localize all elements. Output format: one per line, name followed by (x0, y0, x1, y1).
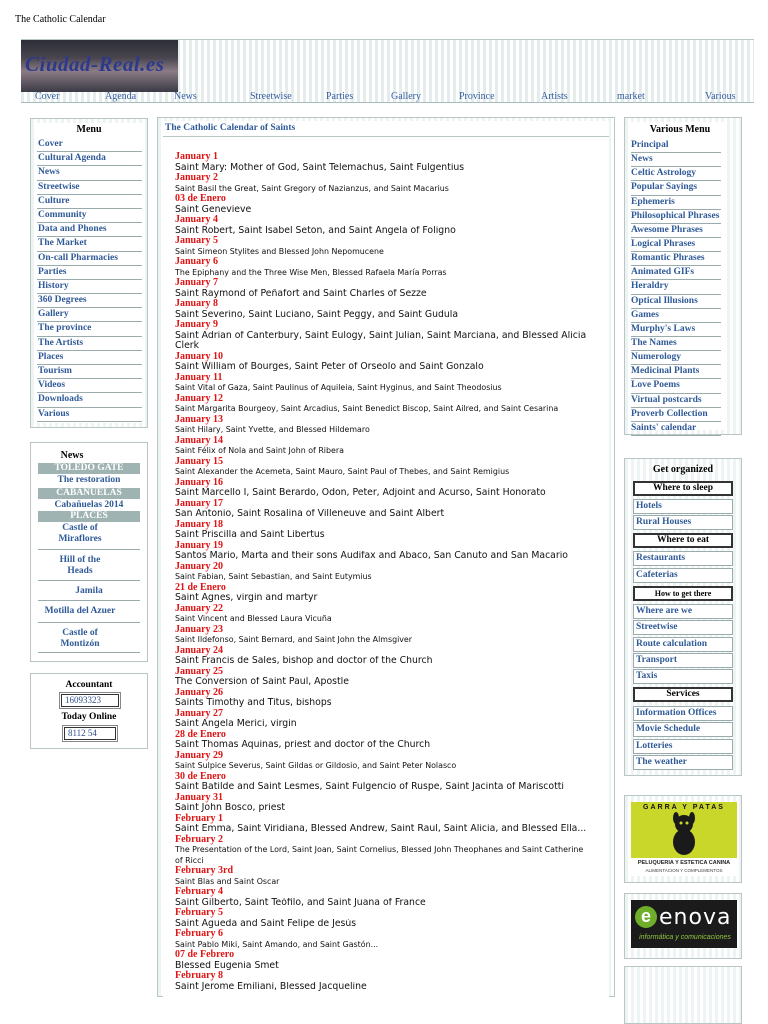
entry-date: February 4 (175, 886, 224, 897)
calendar-entry (175, 415, 605, 436)
lotteries-link[interactable]: Lotteries (633, 739, 733, 754)
entry-date: January 26 (175, 686, 224, 698)
news-divider (38, 600, 140, 601)
entry-saints: Saint Hilary, Saint Yvette, and Blessed Hildemaro (175, 425, 370, 434)
entry-saints: Saint Adrian of Canterbury, Saint Eulogy, Saint Julian, Saint Marciana, and Blessed Alicia Clerk (175, 330, 587, 351)
right-menu-item-games[interactable]: Games (631, 309, 721, 323)
entry-date: 28 de Enero (175, 728, 226, 740)
entry-date: January 20 (175, 560, 224, 572)
calendar-entry (175, 604, 605, 625)
entry-saints: Saint Emma, Saint Viridiana, Blessed Andrew, Saint Raul, Saint Alicia, and Blessed Ella... (175, 824, 587, 834)
menu-item-history[interactable]: History (37, 280, 142, 294)
entry-date: 03 de Enero (175, 193, 226, 204)
entry-saints: Saint Vincent and Blessed Laura Vicuña (175, 614, 332, 623)
entry-date: January 10 (175, 350, 224, 362)
news-title: News (60, 450, 84, 461)
entry-date: January 16 (175, 476, 224, 488)
ad-garra-patas-banner[interactable] (631, 802, 737, 876)
entry-saints: Saint Simeon Stylites and Blessed John Nepomucene (175, 246, 384, 256)
news-place-castle-montizon[interactable]: Castle of Montizón (60, 628, 100, 649)
right-menu-title: Various Menu (649, 124, 711, 135)
calendar-entry (175, 394, 605, 415)
calendar-entry (175, 772, 605, 793)
entry-date: January 11 (175, 371, 223, 383)
news-divider (38, 549, 140, 550)
entry-saints: Saint Marcello I, Saint Berardo, Odon, Peter, Adjoint and Acurso, Saint Honorato (175, 488, 546, 498)
entry-date: 21 de Enero (175, 581, 226, 593)
right-menu-item-philosophical-phrases[interactable]: Philosophical Phrases (631, 210, 721, 224)
menu-item-various[interactable]: Various (37, 408, 142, 422)
calendar-entry (175, 194, 605, 215)
calendar-entry (175, 971, 605, 992)
entry-saints: Saint Batilde and Saint Lesmes, Saint Fulgencio of Ruspe, Saint Jacinta of Mariscotti (175, 782, 564, 792)
dog-icon (669, 812, 699, 856)
calendar-entry (175, 173, 605, 194)
entry-date: January 23 (175, 623, 224, 635)
left-menu-title: Menu (76, 124, 102, 135)
entry-date: February 5 (175, 907, 224, 918)
right-menu-item-principal[interactable]: Principal (631, 139, 721, 153)
entry-saints: Saint Vital of Gaza, Saint Paulinus of Aquileia, Saint Hyginus, and Saint Theodosius (175, 383, 502, 392)
ad-garra-tagline: PELUQUERIA Y ESTETICA CANINA (637, 860, 731, 866)
menu-item-cover[interactable]: Cover (37, 138, 142, 152)
menu-item-province[interactable]: The province (37, 322, 142, 336)
title-divider (163, 136, 609, 137)
right-menu-item-virtual-postcards[interactable]: Virtual postcards (631, 394, 721, 408)
entry-saints: Saint Francis de Sales, bishop and doctor of the Church (175, 656, 433, 666)
calendar-entry (175, 436, 605, 457)
entry-saints: Saint William of Bourges, Saint Peter of Orseolo and Saint Gonzalo (175, 362, 484, 372)
entry-saints: Saint Robert, Saint Isabel Seton, and Saint Angela of Foligno (175, 225, 456, 236)
news-section-cabanuelas: CABAÑUELAS (38, 488, 140, 499)
entry-saints: Saint Basil the Great, Saint Gregory of Nazianzus, and Saint Macarius (175, 183, 449, 193)
calendar-entry (175, 457, 605, 478)
entry-date: 30 de Enero (175, 770, 226, 782)
right-menu-item-murphys-laws[interactable]: Murphy's Laws (631, 323, 721, 337)
right-menu-item-saints-calendar[interactable]: Saints' calendar (631, 422, 721, 436)
menu-item-data-phones[interactable]: Data and Phones (37, 223, 142, 237)
how-to-get-there-button[interactable]: How to get there (633, 586, 733, 601)
entry-saints: Saint Severino, Saint Luciano, Saint Peggy, and Saint Gudula (175, 309, 459, 320)
entry-saints: Saint Sulpice Severus, Saint Gildas or Gildosio, and Saint Peter Nolasco (175, 761, 457, 770)
right-menu-item-romantic-phrases[interactable]: Romantic Phrases (631, 252, 721, 266)
calendar-entry (175, 835, 605, 867)
right-menu-item-celtic-astrology[interactable]: Celtic Astrology (631, 167, 721, 181)
right-menu-item-awesome-phrases[interactable]: Awesome Phrases (631, 224, 721, 238)
transport-link[interactable]: Transport (633, 653, 733, 668)
ad-enova-tagline: informática y comunicaciones (639, 934, 731, 941)
get-organized-title: Get organized (652, 464, 714, 475)
entry-saints: Saint Ildefonso, Saint Bernard, and Saint John the Almsgiver (175, 635, 413, 644)
weather-link[interactable]: The weather (633, 755, 733, 770)
entry-date: January 25 (175, 665, 224, 677)
document-title: The Catholic Calendar (15, 14, 106, 25)
news-place-motilla[interactable]: Motilla del Azuer (44, 606, 116, 616)
calendar-entry (175, 320, 605, 352)
page-title: The Catholic Calendar of Saints (165, 123, 296, 133)
today-online-label: Today Online (61, 712, 117, 722)
menu-item-news[interactable]: News (37, 166, 142, 180)
entry-date: January 17 (175, 497, 224, 509)
calendar-entry (175, 278, 605, 299)
entry-saints: Saint Jerome Emiliani, Blessed Jacqueline (175, 981, 367, 992)
ad-enova-banner[interactable] (631, 900, 737, 948)
entry-saints: Saint Félix of Nola and Saint John of Ribera (175, 446, 344, 455)
left-menu-list (37, 138, 142, 422)
calendar-entry (175, 751, 605, 772)
calendar-entry (175, 152, 605, 173)
entry-saints: Saint Agnes, virgin and martyr (175, 593, 318, 603)
route-calculation-link[interactable]: Route calculation (633, 637, 733, 652)
entry-saints: Saint Alexander the Acemeta, Saint Mauro, Saint Paul of Thebes, and Saint Remigius (175, 467, 510, 476)
right-menu-item-medicinal-plants[interactable]: Medicinal Plants (631, 365, 721, 379)
calendar-entry (175, 541, 605, 562)
entry-saints: Saint Margarita Bourgeoy, Saint Arcadius, Saint Benedict Biscop, Saint Ailred, and Saint Cesarina (175, 404, 559, 413)
calendar-entry (175, 688, 605, 709)
right-menu-item-optical-illusions[interactable]: Optical Illusions (631, 295, 721, 309)
entry-date: January 9 (175, 319, 219, 330)
news-section-toledo-gate: TOLEDO GATE (38, 463, 140, 474)
entry-date: January 2 (175, 172, 219, 183)
calendar-entry (175, 929, 605, 950)
calendar-entry (175, 583, 605, 604)
right-menu-item-names[interactable]: The Names (631, 337, 721, 351)
calendar-entry (175, 814, 605, 835)
calendar-entry (175, 625, 605, 646)
nav-cover[interactable]: Cover (35, 91, 60, 102)
nav-artists[interactable]: Artists (541, 91, 568, 102)
calendar-entry (175, 646, 605, 667)
streetwise-link[interactable]: Streetwise (633, 620, 733, 635)
entry-date: January 6 (175, 256, 219, 267)
nav-news[interactable]: News (174, 91, 197, 102)
entry-saints: Saint Thomas Aquinas, priest and doctor of the Church (175, 740, 431, 750)
menu-item-places[interactable]: Places (37, 351, 142, 365)
menu-item-artists[interactable]: The Artists (37, 337, 142, 351)
entry-date: January 12 (175, 392, 224, 404)
news-divider (38, 652, 140, 653)
entry-saints: The Presentation of the Lord, Saint Joan, Saint Cornelius, Blessed John Theophanes and Saint Catherine of Ricci (175, 845, 584, 865)
ad-garra-sub: ALIMENTACION Y COMPLEMENTOS (645, 868, 723, 873)
entry-saints: Saint Agueda and Saint Felipe de Jesús (175, 918, 357, 929)
menu-item-pharmacies[interactable]: On-call Pharmacies (37, 252, 142, 266)
ad-enova-name: enova (659, 905, 732, 930)
calendar-entry (175, 950, 605, 971)
news-section-places: PLACES (38, 511, 140, 522)
accountant-label: Accountant (65, 680, 113, 690)
entry-date: February 8 (175, 970, 224, 981)
entry-date: January 4 (175, 214, 219, 225)
entry-date: January 1 (175, 151, 219, 162)
right-menu-item-love-poems[interactable]: Love Poems (631, 379, 721, 393)
information-offices-link[interactable]: Information Offices (633, 706, 733, 721)
menu-item-cultural-agenda[interactable]: Cultural Agenda (37, 152, 142, 166)
news-divider (38, 622, 140, 623)
hotels-link[interactable]: Hotels (633, 499, 733, 514)
calendar-entry (175, 478, 605, 499)
calendar-entry (175, 373, 605, 394)
where-are-we-link[interactable]: Where are we (633, 604, 733, 619)
entry-date: February 3rd (175, 865, 234, 876)
nav-gallery[interactable]: Gallery (391, 91, 421, 102)
news-item-cabanuelas-2014[interactable]: Cabañuelas 2014 (54, 500, 124, 510)
nav-streetwise[interactable]: Streetwise (250, 91, 292, 102)
entry-saints: Saint Priscilla and Saint Libertus (175, 530, 325, 540)
news-place-hill-heads[interactable]: Hill of the Heads (59, 555, 101, 576)
calendar-entry (175, 352, 605, 373)
entry-saints: San Antonio, Saint Rosalina of Villeneuve and Saint Albert (175, 509, 445, 519)
nav-various[interactable]: Various (705, 91, 736, 102)
ad-placeholder-frame (624, 966, 742, 1024)
calendar-entry (175, 730, 605, 751)
calendar-entry (175, 299, 605, 320)
entry-saints: Saint Gilberto, Saint Teófilo, and Saint Juana of France (175, 897, 426, 908)
right-menu-item-ephemeris[interactable]: Ephemeris (631, 196, 721, 210)
entry-saints: Saint Angela Merici, virgin (175, 719, 297, 729)
entry-date: January 22 (175, 602, 224, 614)
entry-saints: Saint Blas and Saint Oscar (175, 876, 280, 886)
right-menu-item-news[interactable]: News (631, 153, 721, 167)
calendar-entry (175, 215, 605, 236)
menu-item-streetwise[interactable]: Streetwise (37, 181, 142, 195)
right-menu-item-heraldry[interactable]: Heraldry (631, 280, 721, 294)
entry-date: January 8 (175, 298, 219, 309)
entry-date: January 31 (175, 791, 224, 803)
entry-date: January 15 (175, 455, 224, 467)
menu-item-gallery[interactable]: Gallery (37, 308, 142, 322)
nav-province[interactable]: Province (459, 91, 495, 102)
ad-garra-name: GARRA Y PATAS (643, 804, 725, 811)
where-to-sleep-button[interactable]: Where to sleep (633, 481, 733, 496)
enova-logo-icon: e (635, 906, 657, 928)
entry-saints: Saint John Bosco, priest (175, 803, 285, 813)
menu-item-community[interactable]: Community (37, 209, 142, 223)
site-logo[interactable] (21, 40, 178, 92)
menu-item-parties[interactable]: Parties (37, 266, 142, 280)
calendar-entry (175, 667, 605, 688)
entry-date: January 29 (175, 749, 224, 761)
entry-saints: Saint Genevieve (175, 204, 252, 215)
right-menu-item-numerology[interactable]: Numerology (631, 351, 721, 365)
rural-houses-link[interactable]: Rural Houses (633, 515, 733, 530)
logo-text: Ciudad-Real.es (25, 52, 165, 76)
entry-date: January 27 (175, 707, 224, 719)
right-menu-item-proverb-collection[interactable]: Proverb Collection (631, 408, 721, 422)
calendar-entry (175, 793, 605, 814)
entry-saints: Saint Fabian, Saint Sebastian, and Saint Eutymius (175, 572, 372, 581)
entry-date: 07 de Febrero (175, 949, 235, 960)
entry-date: February 6 (175, 928, 224, 939)
entry-saints: Saints Timothy and Titus, bishops (175, 698, 332, 708)
entry-saints: The Epiphany and the Three Wise Men, Blessed Rafaela María Porras (175, 267, 447, 277)
calendar-entry (175, 520, 605, 541)
saints-calendar-list (175, 152, 605, 992)
news-item-restoration[interactable]: The restoration (57, 475, 121, 485)
cafeterias-link[interactable]: Cafeterias (633, 568, 733, 583)
nav-parties[interactable]: Parties (326, 91, 354, 102)
calendar-entry (175, 887, 605, 908)
right-menu-item-logical-phrases[interactable]: Logical Phrases (631, 238, 721, 252)
nav-market[interactable]: market (617, 91, 645, 102)
entry-date: January 5 (175, 235, 219, 246)
right-menu-list (631, 139, 721, 436)
news-divider (38, 580, 140, 581)
entry-saints: Saint Pablo Miki, Saint Amando, and Saint Gastón... (175, 939, 379, 949)
nav-agenda[interactable]: Agenda (105, 91, 137, 102)
calendar-entry (175, 236, 605, 257)
calendar-entry (175, 562, 605, 583)
entry-date: February 2 (175, 833, 224, 845)
entry-date: February 1 (175, 812, 224, 824)
menu-item-360-degrees[interactable]: 360 Degrees (37, 294, 142, 308)
movie-schedule-link[interactable]: Movie Schedule (633, 722, 733, 737)
entry-saints: The Conversion of Saint Paul, Apostle (175, 677, 349, 687)
news-place-jamila[interactable]: Jamila (75, 586, 103, 596)
menu-item-tourism[interactable]: Tourism (37, 365, 142, 379)
today-online-value: 8112 54 (64, 727, 116, 740)
entry-date: January 13 (175, 413, 224, 425)
entry-date: January 24 (175, 644, 224, 656)
menu-item-videos[interactable]: Videos (37, 379, 142, 393)
calendar-entry (175, 257, 605, 278)
calendar-entry (175, 499, 605, 520)
accountant-value: 16093323 (61, 694, 119, 707)
restaurants-link[interactable]: Restaurants (633, 551, 733, 566)
menu-item-downloads[interactable]: Downloads (37, 393, 142, 407)
entry-date: January 18 (175, 518, 224, 530)
right-menu-item-animated-gifs[interactable]: Animated GIFs (631, 266, 721, 280)
entry-date: January 7 (175, 277, 219, 288)
entry-saints: Blessed Eugenia Smet (175, 960, 279, 971)
right-menu-item-popular-sayings[interactable]: Popular Sayings (631, 181, 721, 195)
where-to-eat-button[interactable]: Where to eat (633, 533, 733, 548)
calendar-entry (175, 866, 605, 887)
entry-date: January 19 (175, 539, 224, 551)
top-navigation (21, 91, 754, 103)
calendar-entry (175, 908, 605, 929)
menu-item-market[interactable]: The Market (37, 237, 142, 251)
entry-saints: Saint Mary: Mother of God, Saint Telemachus, Saint Fulgentius (175, 162, 465, 173)
menu-item-culture[interactable]: Culture (37, 195, 142, 209)
news-place-castle-miraflores[interactable]: Castle of Miraflores (58, 523, 102, 544)
services-button[interactable]: Services (633, 687, 733, 702)
calendar-entry (175, 709, 605, 730)
entry-date: January 14 (175, 434, 224, 446)
taxis-link[interactable]: Taxis (633, 669, 733, 684)
entry-saints: Santos Mario, Marta and their sons Audifax and Abaco, San Canuto and San Macario (175, 551, 568, 561)
entry-saints: Saint Raymond of Peñafort and Saint Charles of Sezze (175, 288, 427, 299)
